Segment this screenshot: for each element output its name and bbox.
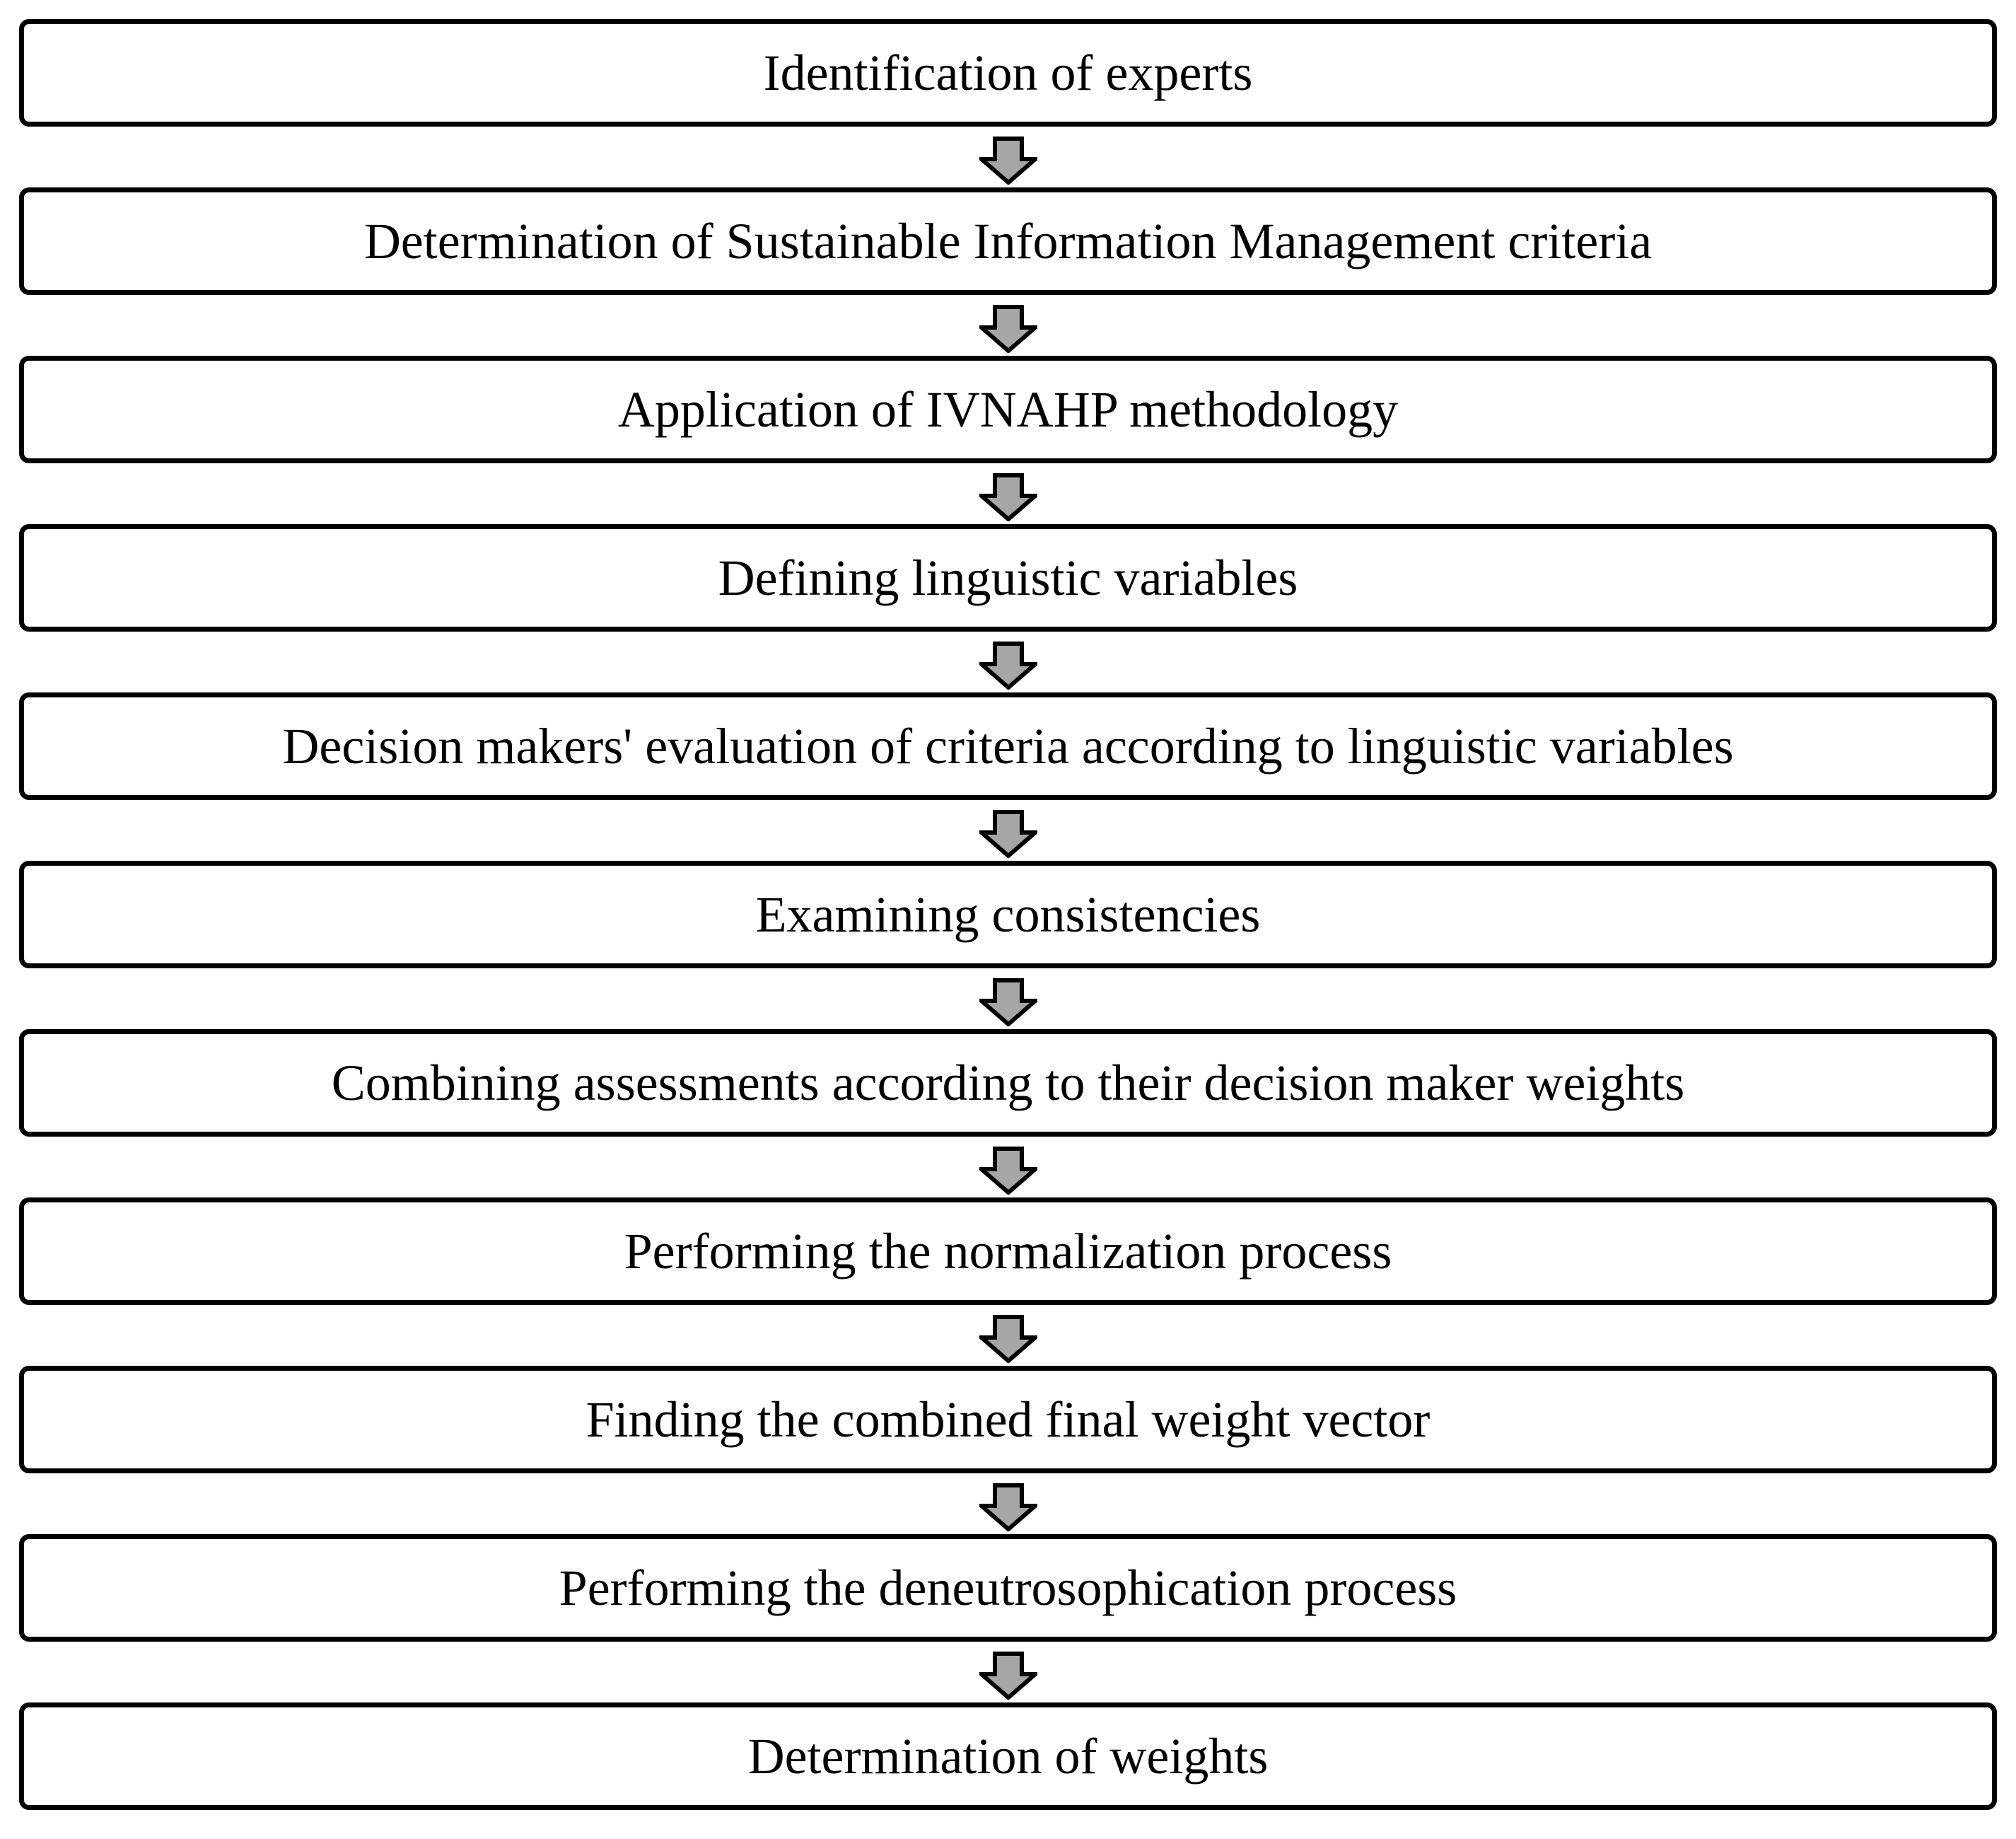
- step-box-application-of-ivnahp: [19, 356, 1997, 463]
- step-box-examining-consistencies: [19, 861, 1997, 968]
- step-box-identification-of-experts: [19, 19, 1997, 127]
- step-label: Decision makers' evaluation of criteria according to linguistic variables: [282, 718, 1734, 775]
- step-label: Performing the normalization process: [624, 1223, 1392, 1280]
- down-arrow-icon: [979, 642, 1037, 690]
- step-box-determination-of-weights: [19, 1702, 1997, 1810]
- down-arrow-icon: [979, 1652, 1037, 1700]
- step-box-defining-linguistic-variables: [19, 524, 1997, 632]
- down-arrow-icon: [979, 1315, 1037, 1363]
- step-label: Identification of experts: [763, 45, 1253, 101]
- down-arrow-icon: [979, 137, 1037, 185]
- down-arrow-icon: [979, 1147, 1037, 1195]
- step-box-combining-assessments: [19, 1029, 1997, 1137]
- step-label: Application of IVNAHP methodology: [617, 381, 1399, 438]
- down-arrow-icon: [979, 1483, 1037, 1531]
- down-arrow-icon: [979, 978, 1037, 1026]
- down-arrow-icon: [979, 305, 1037, 353]
- step-box-decision-makers-evaluation: [19, 692, 1997, 800]
- step-label: Determination of weights: [747, 1728, 1269, 1785]
- step-label: Performing the deneutrosophication process: [559, 1560, 1457, 1616]
- step-box-normalization-process: [19, 1197, 1997, 1305]
- step-label: Defining linguistic variables: [718, 550, 1298, 606]
- step-label: Combining assessments according to their decision maker weights: [331, 1055, 1685, 1111]
- step-label: Determination of Sustainable Information Management criteria: [363, 213, 1653, 269]
- step-label: Examining consistencies: [755, 886, 1261, 943]
- step-box-deneutrosophication-process: [19, 1534, 1997, 1642]
- step-label: Finding the combined final weight vector: [585, 1391, 1431, 1448]
- step-box-combined-final-weight-vector: [19, 1366, 1997, 1473]
- down-arrow-icon: [979, 473, 1037, 521]
- down-arrow-icon: [979, 810, 1037, 858]
- step-box-determination-of-criteria: [19, 187, 1997, 295]
